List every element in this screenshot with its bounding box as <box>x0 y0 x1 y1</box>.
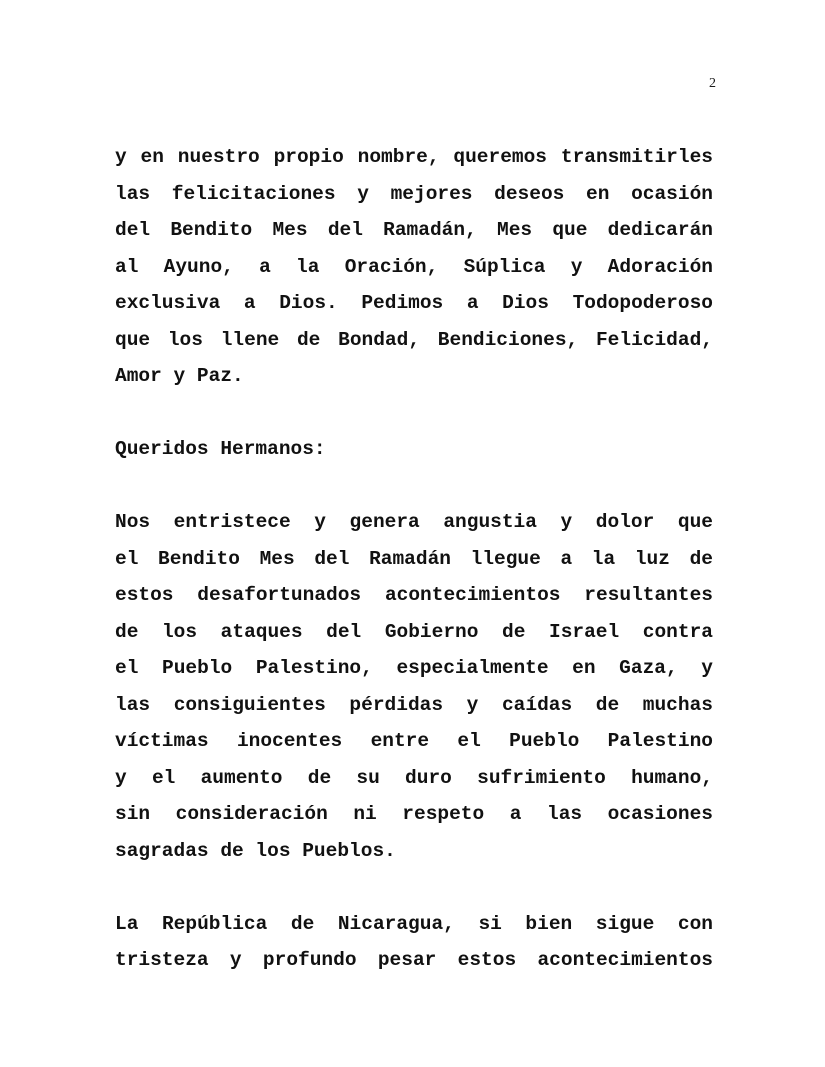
text-line: el Bendito Mes del Ramadán llegue a la luz de <box>115 547 713 570</box>
text-line: de los ataques del Gobierno de Israel contra <box>115 620 713 643</box>
text-line: Amor y Paz. <box>115 365 244 387</box>
text-line: sagradas de los Pueblos. <box>115 839 396 862</box>
text-line: del Bendito Mes del Ramadán, Mes que dedicarán <box>115 219 713 241</box>
text-line: Queridos Hermanos: <box>115 438 326 460</box>
text-line: las consiguientes pérdidas y caídas de muchas <box>115 693 713 716</box>
paragraph-greeting <box>115 139 713 395</box>
text-line: víctimas inocentes entre el Pueblo Palestino <box>115 730 713 752</box>
text-line: estos desafortunados acontecimientos resultantes <box>115 584 713 606</box>
text-line: y el aumento de su duro sufrimiento humano, <box>115 766 713 789</box>
text-line: y en nuestro propio nombre, queremos transmitirles <box>115 146 713 168</box>
text-line: tristeza y profundo pesar estos acontecimientos <box>115 949 713 971</box>
document-body <box>115 139 713 1015</box>
paragraph-salutation <box>115 431 713 468</box>
text-line: exclusiva a Dios. Pedimos a Dios Todopoderoso <box>115 292 713 314</box>
text-line: sin consideración ni respeto a las ocasiones <box>115 803 713 825</box>
paragraph-concern <box>115 504 713 869</box>
text-line: al Ayuno, a la Oración, Súplica y Adoración <box>115 255 713 278</box>
text-line: La República de Nicaragua, si bien sigue con <box>115 912 713 935</box>
text-line: que los llene de Bondad, Bendiciones, Felicidad, <box>115 328 713 351</box>
text-line: las felicitaciones y mejores deseos en ocasión <box>115 182 713 205</box>
paragraph-nicaragua <box>115 906 713 979</box>
text-line: Nos entristece y genera angustia y dolor que <box>115 511 713 533</box>
page-number: 2 <box>709 76 716 91</box>
text-line: el Pueblo Palestino, especialmente en Gaza, y <box>115 657 713 679</box>
